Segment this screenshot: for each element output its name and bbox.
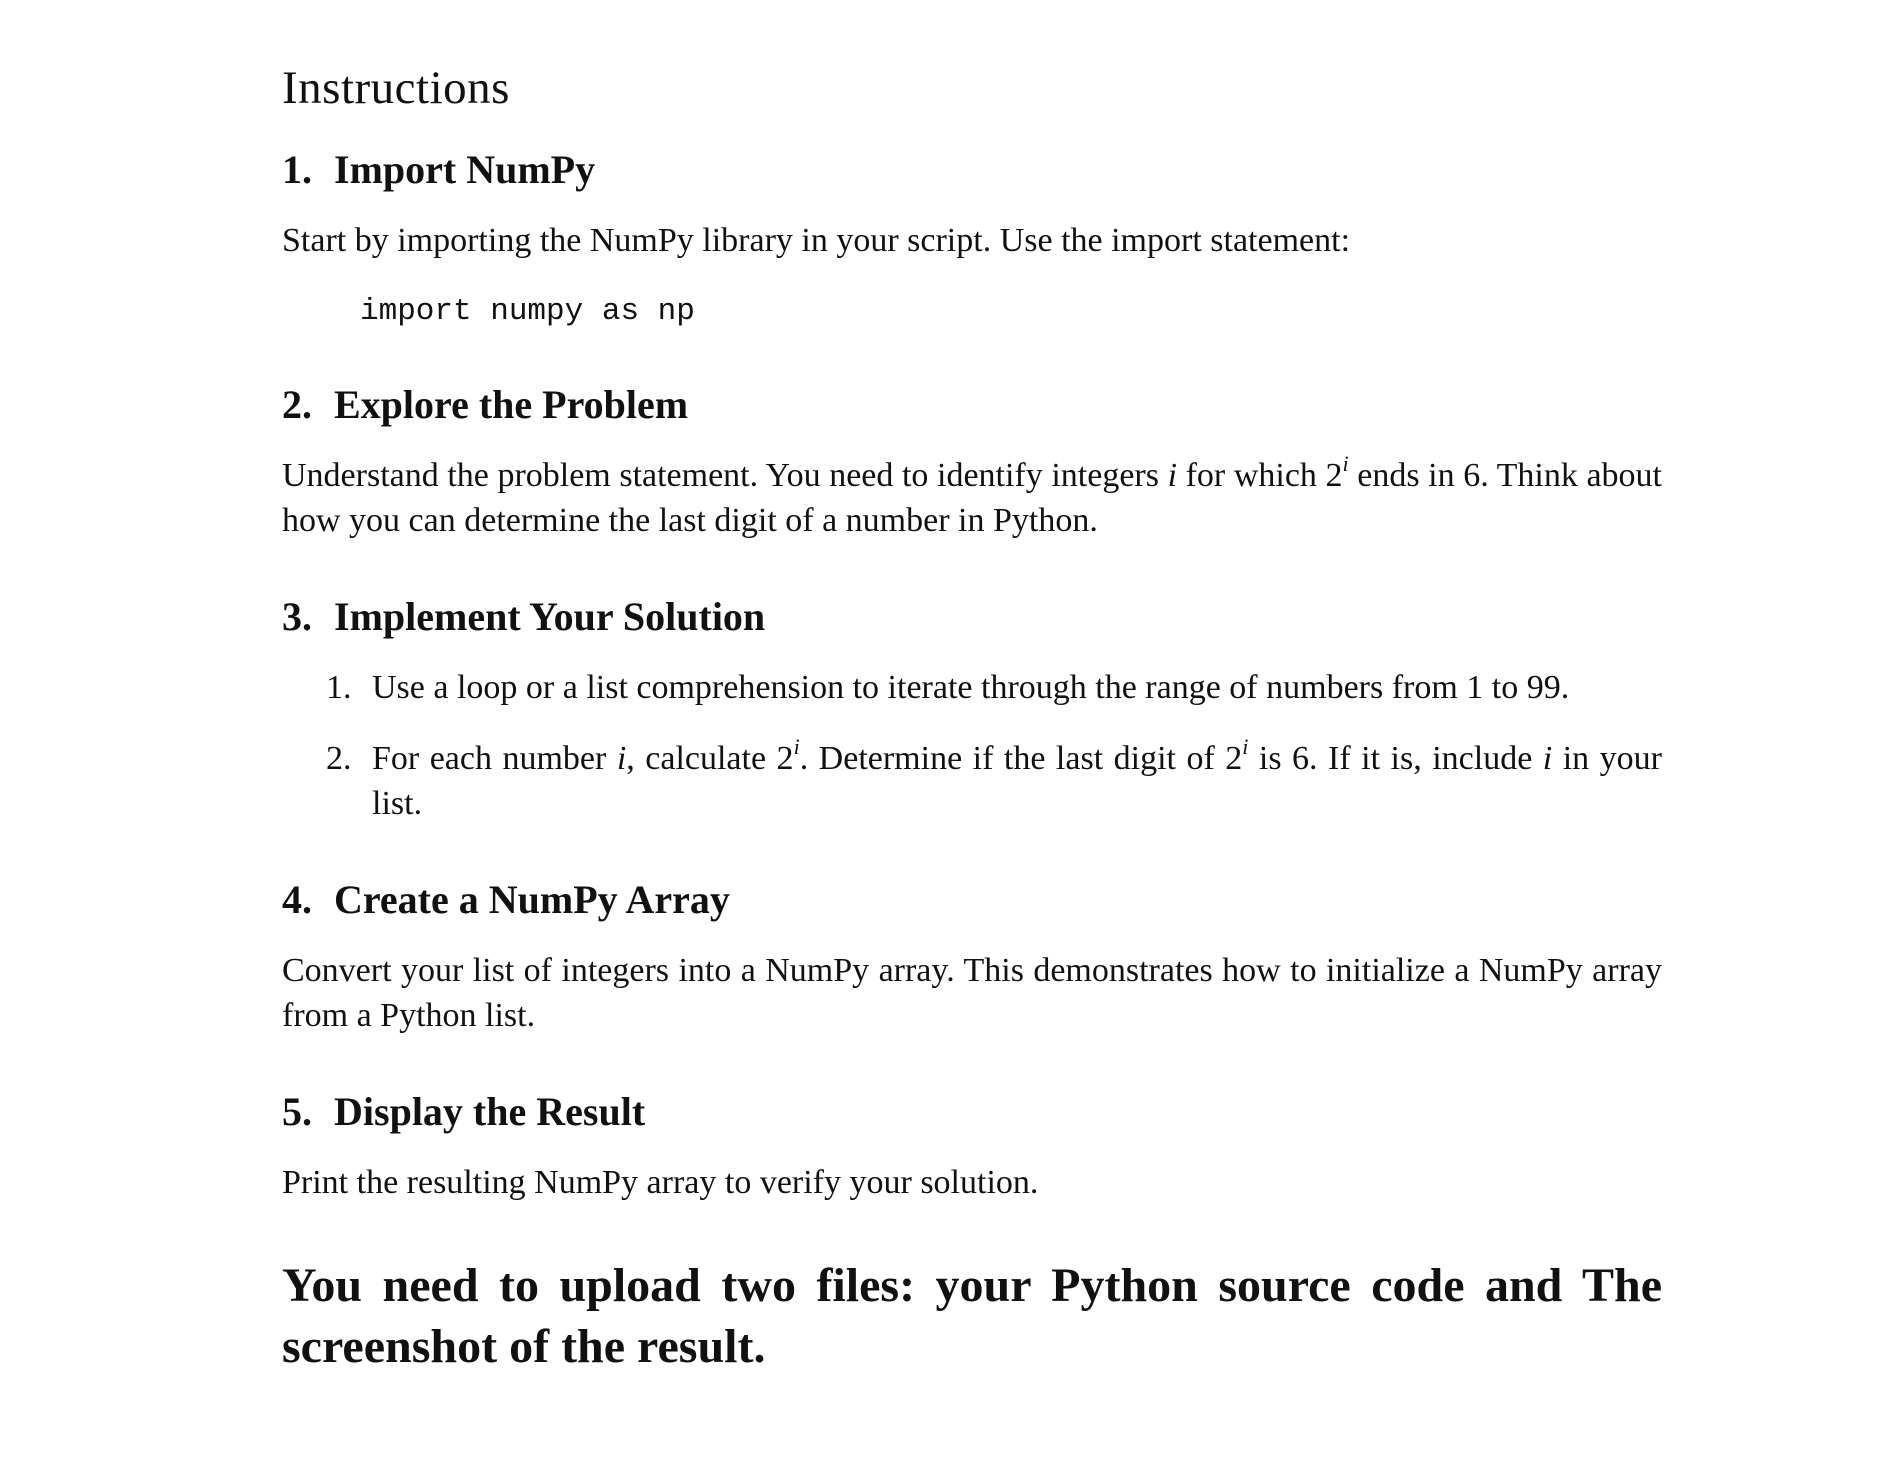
variable-i: i	[1167, 456, 1178, 494]
section-create-array	[282, 876, 1662, 1038]
section-number: 1.	[282, 147, 312, 193]
section-title: Explore the Problem	[334, 381, 689, 427]
section-heading	[282, 1088, 1662, 1136]
list-marker: 1.	[326, 668, 352, 706]
section-heading	[282, 381, 1662, 429]
instructions-page	[282, 60, 1662, 1377]
steps-list	[282, 665, 1662, 826]
variable-i: i	[1542, 739, 1553, 777]
exponent-i: i	[1342, 451, 1349, 477]
exponent-i: i	[1242, 734, 1249, 760]
section-heading	[282, 593, 1662, 641]
section-text: Start by importing the NumPy library in your script. Use the import statement:	[282, 222, 1351, 260]
section-number: 3.	[282, 593, 312, 639]
code-snippet: import numpy as np	[360, 294, 695, 330]
list-marker: 2.	[326, 739, 352, 777]
section-title: Implement Your Solution	[334, 593, 766, 639]
list-item	[282, 665, 1662, 710]
upload-note: You need to upload two files: your Python source code and The screenshot of the result.	[282, 1258, 1662, 1373]
text-fragment: is 6. If it is, include	[1248, 739, 1543, 777]
list-item-text: Use a loop or a list comprehension to iterate through the range of numbers from 1 to 99.	[372, 668, 1570, 706]
text-fragment: for which 2	[1177, 456, 1343, 494]
section-number: 4.	[282, 876, 312, 922]
text-fragment: Understand the problem statement. You need to identify integers	[282, 456, 1168, 494]
section-text: Print the resulting NumPy array to verify your solution.	[282, 1163, 1039, 1201]
text-fragment: . Determine if the last digit of 2	[799, 739, 1243, 777]
section-explore-problem	[282, 381, 1662, 543]
section-text	[282, 453, 1662, 543]
page-title: Instructions	[282, 62, 510, 114]
section-implement-solution	[282, 593, 1662, 826]
section-display-result	[282, 1088, 1662, 1205]
section-text: Convert your list of integers into a NumPy array. This demonstrates how to initialize a NumPy array from a Python list.	[282, 951, 1662, 1034]
text-fragment: in your list.	[372, 739, 1662, 822]
section-number: 5.	[282, 1088, 312, 1134]
section-title: Create a NumPy Array	[334, 876, 730, 922]
section-heading	[282, 146, 1662, 194]
text-fragment: For each number	[372, 739, 617, 777]
text-fragment: , calculate 2	[626, 739, 794, 777]
section-number: 2.	[282, 381, 312, 427]
section-title: Import NumPy	[334, 147, 596, 193]
exponent-i: i	[793, 734, 800, 760]
text-fragment: ends in 6. Think about how you can determine the last digit of a number in Python.	[282, 456, 1663, 539]
list-item	[282, 736, 1662, 826]
variable-i: i	[616, 739, 627, 777]
section-heading	[282, 876, 1662, 924]
section-import-numpy	[282, 146, 1662, 330]
section-title: Display the Result	[334, 1088, 646, 1134]
